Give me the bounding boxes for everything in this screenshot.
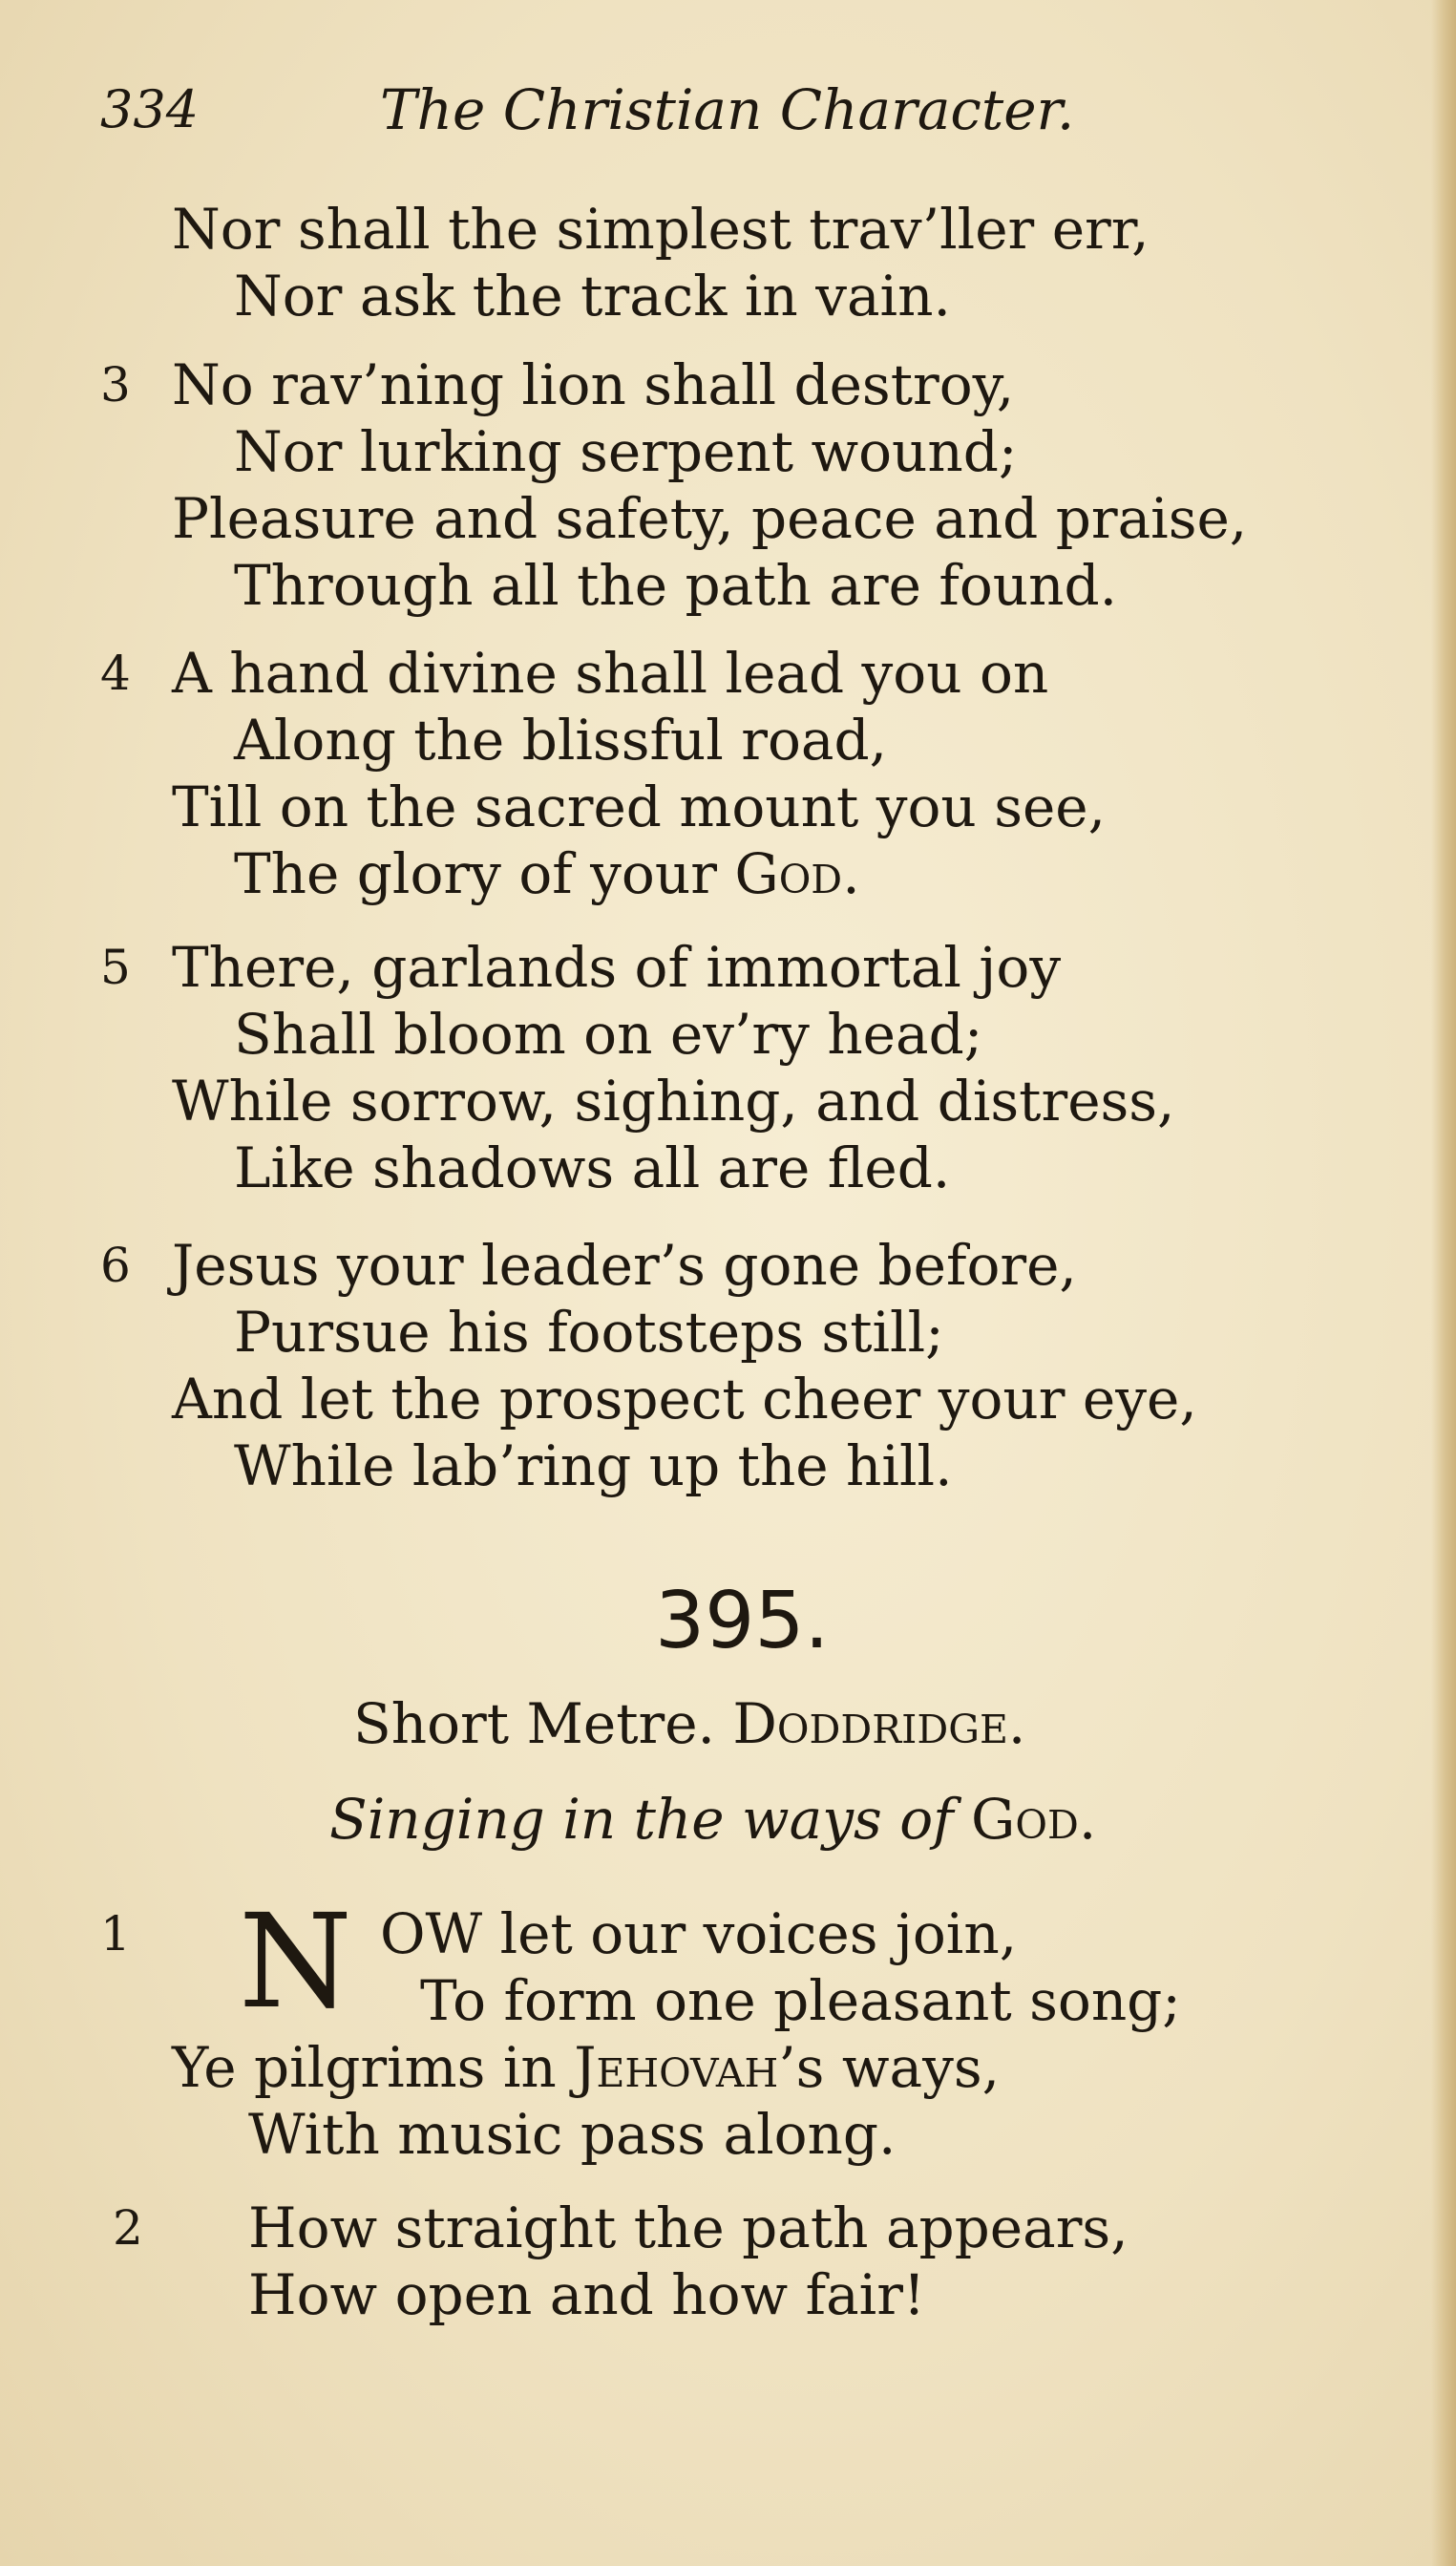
verse-line: OW let our voices join, xyxy=(380,1901,1018,1966)
page-number: 334 xyxy=(100,79,200,139)
verse-line: While sorrow, sighing, and distress, xyxy=(172,1069,1175,1134)
verse-line: Pleasure and safety, peace and praise, xyxy=(172,486,1248,551)
verse-line: Nor shall the simplest trav’ller err, xyxy=(172,197,1150,262)
verse-number: 1 xyxy=(100,1906,131,1962)
small-caps-word: God xyxy=(734,841,843,906)
verse-line: Jesus your leader’s gone before, xyxy=(172,1233,1077,1298)
verse-number: 3 xyxy=(100,357,131,413)
verse-line: Nor lurking serpent wound; xyxy=(234,419,1018,484)
verse-line: And let the prospect cheer your eye, xyxy=(172,1367,1197,1431)
verse-number: 2 xyxy=(113,2200,143,2256)
verse-line: Shall bloom on ev’ry head; xyxy=(234,1002,983,1067)
verse-line: With music pass along. xyxy=(248,2102,897,2167)
hymn-meter-line xyxy=(353,1690,1025,1757)
verse-line: How straight the path appears, xyxy=(248,2195,1129,2260)
small-caps-word: Jehovah xyxy=(574,2035,779,2100)
drop-cap: N xyxy=(239,1887,352,2038)
verse-line: The glory of your God. xyxy=(234,841,860,906)
verse-line: A hand divine shall lead you on xyxy=(172,641,1049,706)
verse-line: Through all the path are found. xyxy=(234,553,1118,618)
verse-line: Like shadows all are fled. xyxy=(234,1135,951,1200)
verse-line: Till on the sacred mount you see, xyxy=(172,774,1107,839)
verse-line: Nor ask the track in vain. xyxy=(234,264,951,329)
verse-line: No rav’ning lion shall destroy, xyxy=(172,352,1015,417)
verse-line: Ye pilgrims in Jehovah’s ways, xyxy=(172,2035,1001,2100)
verse-line: To form one pleasant song; xyxy=(420,1968,1181,2033)
running-title: The Christian Character. xyxy=(380,77,1075,142)
hymn-number: 395. xyxy=(655,1576,830,1666)
verse-line: How open and how fair! xyxy=(248,2262,926,2327)
hymn-subtitle: Singing in the ways of God. xyxy=(329,1787,1097,1852)
author: Doddridge. xyxy=(732,1691,1026,1756)
verse-number: 4 xyxy=(100,646,131,701)
verse-number: 5 xyxy=(100,940,131,995)
verse-line: Pursue his footsteps still; xyxy=(234,1300,944,1365)
meter: Short Metre. xyxy=(353,1691,715,1756)
verse-line: There, garlands of immortal joy xyxy=(172,935,1062,1000)
verse-line: While lab’ring up the hill. xyxy=(234,1433,953,1498)
verse-line: Along the blissful road, xyxy=(234,708,888,773)
verse-number: 6 xyxy=(100,1238,131,1293)
